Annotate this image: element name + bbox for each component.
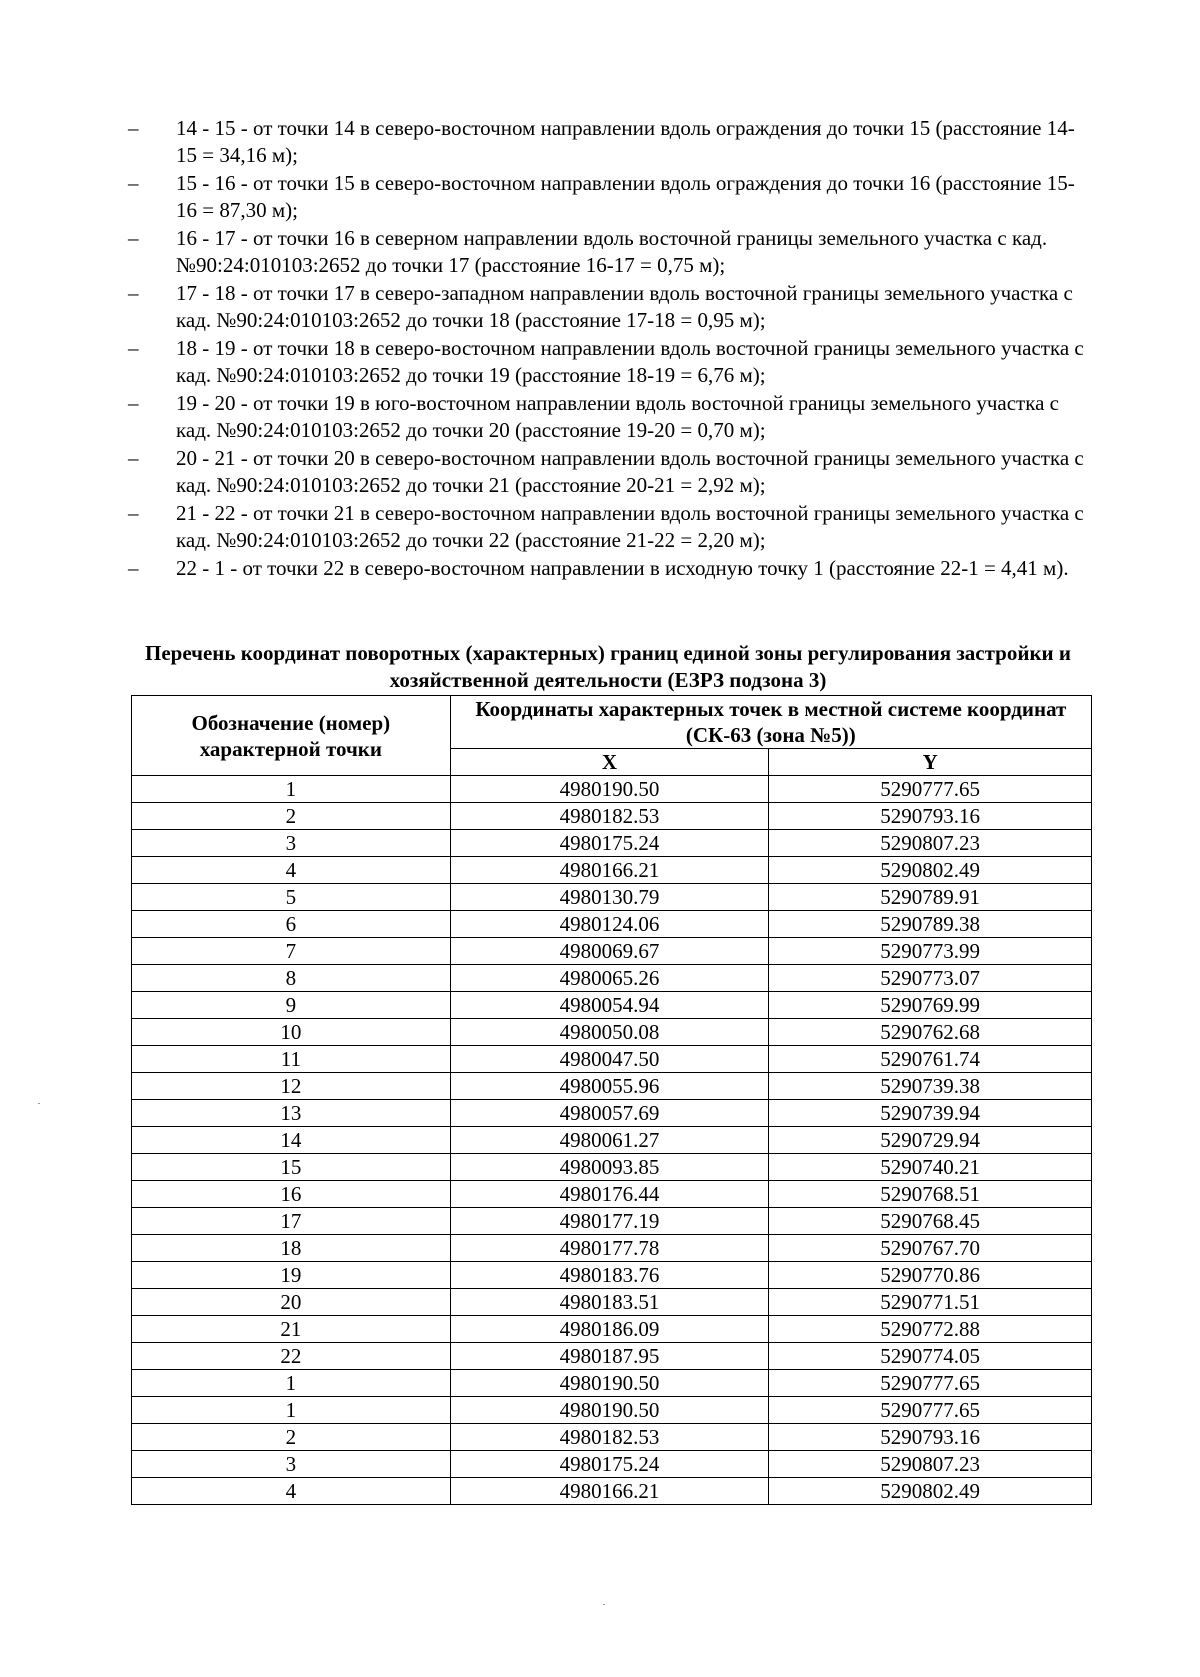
point-number-cell: 14: [132, 1127, 451, 1154]
dash-bullet: –: [128, 116, 139, 140]
y-coordinate-cell: 5290740.21: [769, 1154, 1092, 1181]
x-coordinate-cell: 4980183.76: [450, 1262, 769, 1289]
point-number-cell: 10: [132, 1019, 451, 1046]
y-coordinate-cell: 5290739.38: [769, 1073, 1092, 1100]
x-coordinate-cell: 4980057.69: [450, 1100, 769, 1127]
point-number-cell: 5: [132, 884, 451, 911]
x-coordinate-cell: 4980182.53: [450, 803, 769, 830]
table-row: [132, 857, 1092, 884]
y-coordinate-cell: 5290793.16: [769, 1424, 1092, 1451]
table-row: [132, 911, 1092, 938]
y-coordinate-cell: 5290777.65: [769, 776, 1092, 803]
point-number-cell: 1: [132, 776, 451, 803]
segment-item: [128, 115, 1088, 169]
point-number-cell: 11: [132, 1046, 451, 1073]
point-number-cell: 13: [132, 1100, 451, 1127]
y-coordinate-cell: 5290802.49: [769, 1478, 1092, 1505]
y-coordinate-cell: 5290768.51: [769, 1181, 1092, 1208]
header-point-number: Обозначение (номер) характерной точки: [132, 696, 451, 776]
y-coordinate-cell: 5290769.99: [769, 992, 1092, 1019]
header-x: X: [450, 749, 769, 776]
table-row: [132, 1289, 1092, 1316]
point-number-cell: 3: [132, 1451, 451, 1478]
dash-bullet: –: [128, 281, 139, 305]
table-row: [132, 830, 1092, 857]
x-coordinate-cell: 4980050.08: [450, 1019, 769, 1046]
table-row: [132, 938, 1092, 965]
segment-item: [128, 500, 1088, 554]
table-row: [132, 803, 1092, 830]
table-row: [132, 1127, 1092, 1154]
x-coordinate-cell: 4980166.21: [450, 857, 769, 884]
point-number-cell: 4: [132, 1478, 451, 1505]
segment-text: 21 - 22 - от точки 21 в северо-восточном направлении вдоль восточной границы земельного участка с кад. №90:24:010103:2652 до точки 22 (расстояние 21-22 = 2,20 м);: [176, 501, 1084, 552]
y-coordinate-cell: 5290771.51: [769, 1289, 1092, 1316]
coordinates-table-body: [132, 776, 1092, 1505]
table-row: [132, 1181, 1092, 1208]
x-coordinate-cell: 4980093.85: [450, 1154, 769, 1181]
y-coordinate-cell: 5290777.65: [769, 1370, 1092, 1397]
table-row: [132, 965, 1092, 992]
table-row: [132, 1424, 1092, 1451]
segment-item: [128, 445, 1088, 499]
dash-bullet: –: [128, 446, 139, 470]
x-coordinate-cell: 4980187.95: [450, 1343, 769, 1370]
x-coordinate-cell: 4980190.50: [450, 776, 769, 803]
x-coordinate-cell: 4980182.53: [450, 1424, 769, 1451]
segment-item: [128, 335, 1088, 389]
segment-text: 14 - 15 - от точки 14 в северо-восточном направлении вдоль ограждения до точки 15 (расстояние 14-15 = 34,16 м);: [176, 116, 1075, 167]
table-row: [132, 1154, 1092, 1181]
point-number-cell: 19: [132, 1262, 451, 1289]
y-coordinate-cell: 5290789.91: [769, 884, 1092, 911]
segment-text: 19 - 20 - от точки 19 в юго-восточном направлении вдоль восточной границы земельного участка с кад. №90:24:010103:2652 до точки 20 (расстояние 19-20 = 0,70 м);: [176, 391, 1059, 442]
point-number-cell: 2: [132, 1424, 451, 1451]
segment-text: 16 - 17 - от точки 16 в северном направлении вдоль восточной границы земельного участка с кад. №90:24:010103:2652 до точки 17 (расстояние 16-17 = 0,75 м);: [176, 226, 1048, 277]
table-header-row: [132, 696, 1092, 749]
x-coordinate-cell: 4980177.78: [450, 1235, 769, 1262]
y-coordinate-cell: 5290770.86: [769, 1262, 1092, 1289]
x-coordinate-cell: 4980190.50: [450, 1370, 769, 1397]
x-coordinate-cell: 4980130.79: [450, 884, 769, 911]
x-coordinate-cell: 4980175.24: [450, 830, 769, 857]
y-coordinate-cell: 5290773.99: [769, 938, 1092, 965]
point-number-cell: 17: [132, 1208, 451, 1235]
table-row: [132, 1235, 1092, 1262]
boundary-segment-list: [128, 115, 1088, 583]
y-coordinate-cell: 5290777.65: [769, 1397, 1092, 1424]
table-row: [132, 1046, 1092, 1073]
x-coordinate-cell: 4980176.44: [450, 1181, 769, 1208]
table-row: [132, 1397, 1092, 1424]
y-coordinate-cell: 5290773.07: [769, 965, 1092, 992]
x-coordinate-cell: 4980061.27: [450, 1127, 769, 1154]
y-coordinate-cell: 5290762.68: [769, 1019, 1092, 1046]
table-row: [132, 1100, 1092, 1127]
dash-bullet: –: [128, 391, 139, 415]
table-row: [132, 1316, 1092, 1343]
point-number-cell: 8: [132, 965, 451, 992]
point-number-cell: 1: [132, 1370, 451, 1397]
dash-bullet: –: [128, 171, 139, 195]
x-coordinate-cell: 4980183.51: [450, 1289, 769, 1316]
y-coordinate-cell: 5290807.23: [769, 1451, 1092, 1478]
x-coordinate-cell: 4980054.94: [450, 992, 769, 1019]
x-coordinate-cell: 4980177.19: [450, 1208, 769, 1235]
segment-item: [128, 280, 1088, 334]
y-coordinate-cell: 5290793.16: [769, 803, 1092, 830]
point-number-cell: 21: [132, 1316, 451, 1343]
y-coordinate-cell: 5290774.05: [769, 1343, 1092, 1370]
point-number-cell: 22: [132, 1343, 451, 1370]
x-coordinate-cell: 4980175.24: [450, 1451, 769, 1478]
y-coordinate-cell: 5290789.38: [769, 911, 1092, 938]
dash-bullet: –: [128, 336, 139, 360]
scan-artifact: [38, 1103, 40, 1104]
scan-artifact: [603, 1604, 605, 1605]
x-coordinate-cell: 4980166.21: [450, 1478, 769, 1505]
table-row: [132, 1073, 1092, 1100]
table-row: [132, 884, 1092, 911]
table-row: [132, 1208, 1092, 1235]
y-coordinate-cell: 5290768.45: [769, 1208, 1092, 1235]
table-row: [132, 1370, 1092, 1397]
y-coordinate-cell: 5290739.94: [769, 1100, 1092, 1127]
table-row: [132, 1262, 1092, 1289]
segment-item: [128, 555, 1088, 582]
coordinates-table: [131, 695, 1092, 1505]
point-number-cell: 12: [132, 1073, 451, 1100]
dash-bullet: –: [128, 501, 139, 525]
table-row: [132, 1019, 1092, 1046]
point-number-cell: 2: [132, 803, 451, 830]
segment-item: [128, 390, 1088, 444]
table-row: [132, 776, 1092, 803]
x-coordinate-cell: 4980065.26: [450, 965, 769, 992]
dash-bullet: –: [128, 226, 139, 250]
y-coordinate-cell: 5290802.49: [769, 857, 1092, 884]
segment-item: [128, 225, 1088, 279]
point-number-cell: 1: [132, 1397, 451, 1424]
table-row: [132, 1478, 1092, 1505]
point-number-cell: 6: [132, 911, 451, 938]
dash-bullet: –: [128, 556, 139, 580]
x-coordinate-cell: 4980190.50: [450, 1397, 769, 1424]
x-coordinate-cell: 4980124.06: [450, 911, 769, 938]
section-title: Перечень координат поворотных (характерных) границ единой зоны регулирования застройки и хозяйственной деятельности (ЕЗРЗ подзона 3): [144, 641, 1071, 692]
segment-item: [128, 170, 1088, 224]
y-coordinate-cell: 5290807.23: [769, 830, 1092, 857]
x-coordinate-cell: 4980055.96: [450, 1073, 769, 1100]
table-row: [132, 1343, 1092, 1370]
point-number-cell: 15: [132, 1154, 451, 1181]
segment-text: 17 - 18 - от точки 17 в северо-западном направлении вдоль восточной границы земельного участка с кад. №90:24:010103:2652 до точки 18 (расстояние 17-18 = 0,95 м);: [176, 281, 1073, 332]
segment-text: 20 - 21 - от точки 20 в северо-восточном направлении вдоль восточной границы земельного участка с кад. №90:24:010103:2652 до точки 21 (расстояние 20-21 = 2,92 м);: [176, 446, 1084, 497]
point-number-cell: 9: [132, 992, 451, 1019]
header-y: Y: [769, 749, 1092, 776]
point-number-cell: 7: [132, 938, 451, 965]
point-number-cell: 3: [132, 830, 451, 857]
x-coordinate-cell: 4980069.67: [450, 938, 769, 965]
y-coordinate-cell: 5290729.94: [769, 1127, 1092, 1154]
point-number-cell: 16: [132, 1181, 451, 1208]
segment-text: 15 - 16 - от точки 15 в северо-восточном направлении вдоль ограждения до точки 16 (расстояние 15-16 = 87,30 м);: [176, 171, 1075, 222]
point-number-cell: 18: [132, 1235, 451, 1262]
y-coordinate-cell: 5290761.74: [769, 1046, 1092, 1073]
table-row: [132, 992, 1092, 1019]
header-coordinates: Координаты характерных точек в местной системе координат (СК-63 (зона №5)): [450, 696, 1091, 749]
x-coordinate-cell: 4980186.09: [450, 1316, 769, 1343]
x-coordinate-cell: 4980047.50: [450, 1046, 769, 1073]
segment-text: 22 - 1 - от точки 22 в северо-восточном направлении в исходную точку 1 (расстояние 22-1 = 4,41 м).: [176, 556, 1069, 580]
table-row: [132, 1451, 1092, 1478]
y-coordinate-cell: 5290772.88: [769, 1316, 1092, 1343]
segment-text: 18 - 19 - от точки 18 в северо-восточном направлении вдоль восточной границы земельного участка с кад. №90:24:010103:2652 до точки 19 (расстояние 18-19 = 6,76 м);: [176, 336, 1084, 387]
y-coordinate-cell: 5290767.70: [769, 1235, 1092, 1262]
point-number-cell: 4: [132, 857, 451, 884]
point-number-cell: 20: [132, 1289, 451, 1316]
